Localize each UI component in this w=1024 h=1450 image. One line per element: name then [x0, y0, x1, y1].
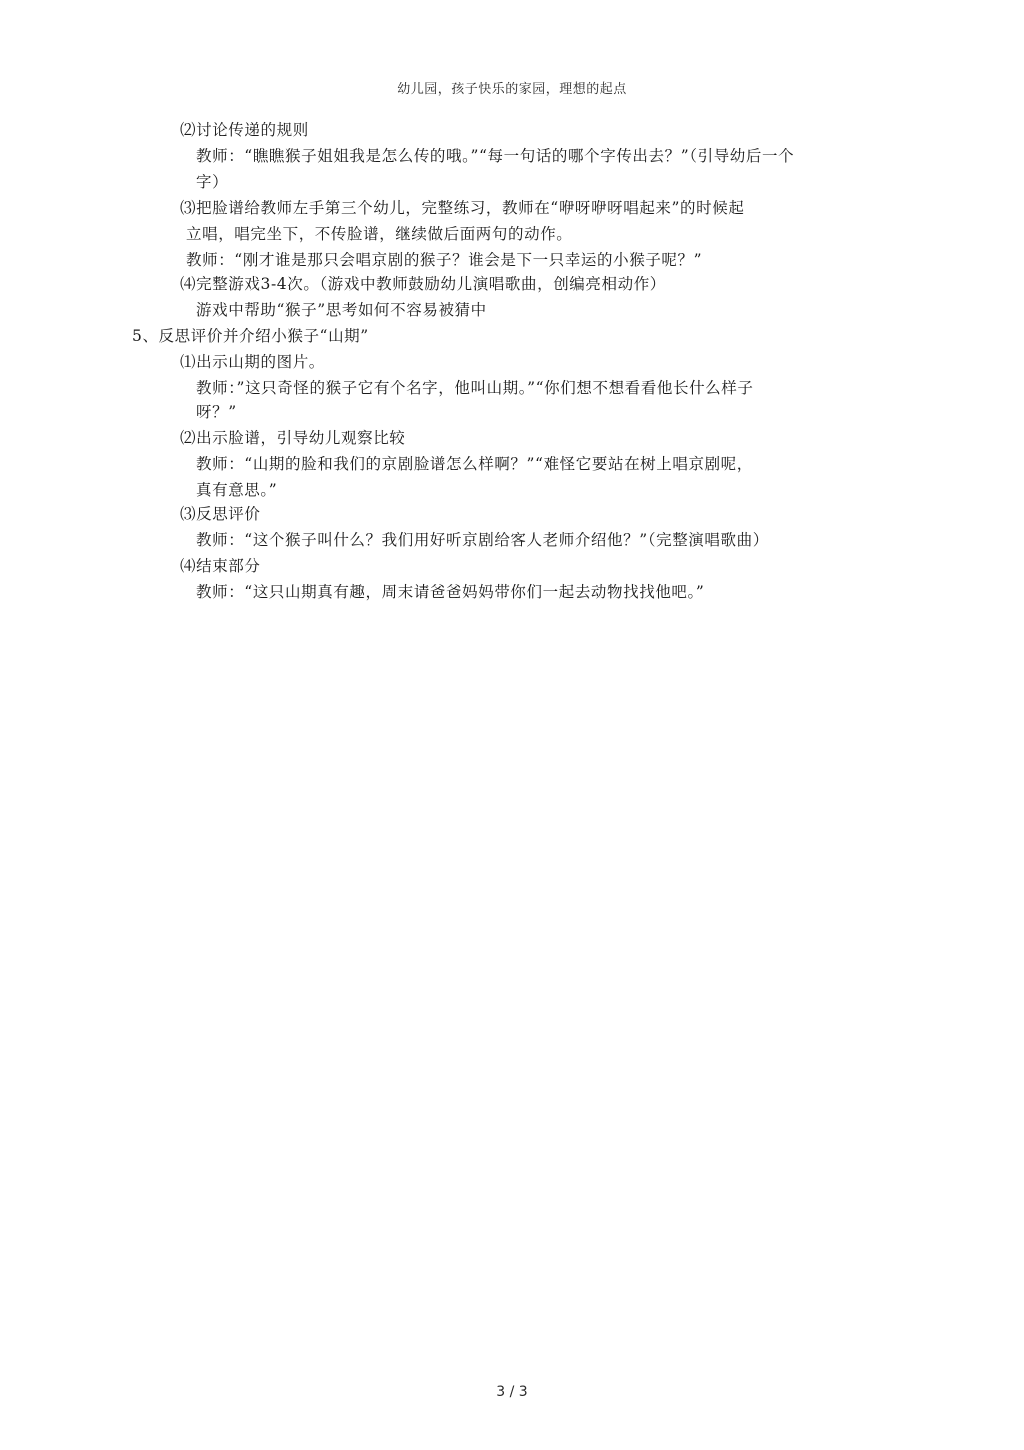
text-line: 字） [196, 173, 229, 191]
text-line: ⑷完整游戏3-4次。（游戏中教师鼓励幼儿演唱歌曲，创编亮相动作） [180, 275, 666, 293]
text-line: 教师：“瞧瞧猴子姐姐我是怎么传的哦。”“每一句话的哪个字传出去？”（引导幼后一个 [196, 147, 795, 165]
text-line: ⑷结束部分 [180, 557, 261, 575]
text-line: 教师：“山期的脸和我们的京剧脸谱怎么样啊？”“难怪它要站在树上唱京剧呢， [196, 455, 753, 473]
text-line: 教师：“刚才谁是那只会唱京剧的猴子？谁会是下一只幸运的小猴子呢？” [186, 251, 703, 269]
text-line: ⑶把脸谱给教师左手第三个幼儿，完整练习，教师在“咿呀咿呀唱起来”的时候起 [180, 199, 745, 217]
text-line: 教师：”这只奇怪的猴子它有个名字，他叫山期。”“你们想不想看看他长什么样子 [196, 379, 754, 397]
text-line: ⑵出示脸谱，引导幼儿观察比较 [180, 429, 406, 447]
text-line: 呀？” [196, 403, 237, 421]
page-header: 幼儿园，孩子快乐的家园，理想的起点 [397, 82, 627, 97]
text-line: 立唱，唱完坐下，不传脸谱，继续做后面两句的动作。 [186, 225, 573, 243]
text-line: 游戏中帮助“猴子”思考如何不容易被猜中 [196, 301, 487, 319]
section-heading: 5、反思评价并介绍小猴子“山期” [132, 327, 369, 345]
text-line: 教师：“这只山期真有趣，周末请爸爸妈妈带你们一起去动物找找他吧。” [196, 583, 705, 601]
text-line: ⑴出示山期的图片。 [180, 353, 325, 371]
text-line: ⑵讨论传递的规则 [180, 121, 309, 139]
text-line: 教师：“这个猴子叫什么？我们用好听京剧给客人老师介绍他？”（完整演唱歌曲） [196, 531, 769, 549]
page-number: 3 / 3 [496, 1384, 528, 1400]
text-line: ⑶反思评价 [180, 505, 261, 523]
text-line: 真有意思。” [196, 481, 278, 499]
